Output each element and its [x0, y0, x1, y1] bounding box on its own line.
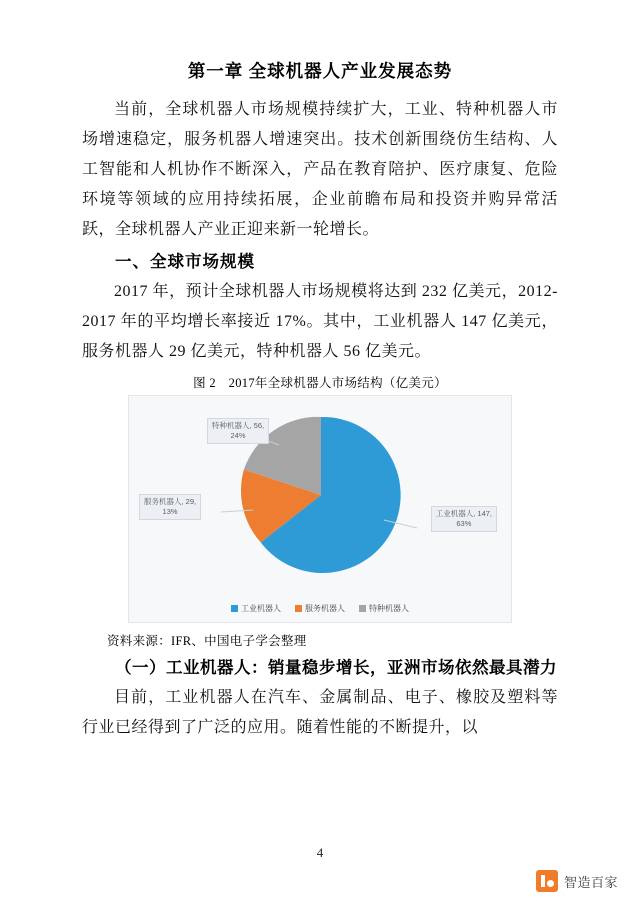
pie-label-service-line1: 服务机器人, 29,: [144, 497, 197, 506]
legend-label-special: 特种机器人: [369, 604, 409, 613]
intro-paragraph: 当前，全球机器人市场规模持续扩大，工业、特种机器人市场增速稳定，服务机器人增速突出。技术创新围绕仿生结构、人工智能和人机协作不断深入，产品在教育陪护、医疗康复、危险环境等领域的应用持续拓展，企业前瞻布局和投资并购异常活跃，全球机器人产业正迎来新一轮增长。: [82, 101, 558, 238]
pie-label-industrial-line2: 63%: [456, 519, 472, 528]
watermark: [536, 870, 618, 892]
page-content: [82, 58, 558, 745]
chart-legend: [129, 603, 511, 614]
pie-label-industrial-line1: 工业机器人, 147,: [435, 509, 492, 518]
legend-label-industrial: 工业机器人: [241, 604, 281, 613]
pie-label-special-line1: 特种机器人, 56,: [212, 421, 265, 430]
pie-label-service: [139, 494, 201, 520]
legend-item-service: [295, 603, 345, 614]
legend-item-special: [359, 603, 409, 614]
figure-block: [82, 373, 558, 649]
chapter-title: 第一章 全球机器人产业发展态势: [187, 61, 453, 81]
pie-label-industrial: [431, 506, 497, 532]
legend-swatch-icon-special: [359, 605, 366, 612]
legend-swatch-icon-industrial: [231, 605, 238, 612]
section-heading: 一、全球市场规模: [115, 252, 255, 271]
pie-label-service-line2: 13%: [162, 507, 178, 516]
watermark-text: 智造百家: [563, 874, 618, 890]
pie-chart: [128, 395, 512, 623]
figure-source-note: 资料来源：IFR、中国电子学会整理: [107, 634, 307, 648]
pie-label-special: [207, 418, 269, 444]
legend-label-service: 服务机器人: [305, 604, 345, 613]
watermark-logo-icon: [536, 870, 558, 892]
legend-item-industrial: [231, 603, 281, 614]
sub-heading: （一）工业机器人：销量稳步增长，亚洲市场依然最具潜力: [115, 658, 557, 677]
pie-label-special-line2: 24%: [230, 431, 246, 440]
section-paragraph: 2017 年，预计全球机器人市场规模将达到 232 亿美元，2012-2017 年的平均增长率接近 17%。其中，工业机器人 147 亿美元，服务机器人 29 亿美元，特种机器人 56 亿美元。: [82, 283, 558, 360]
page-number: 4: [316, 845, 324, 860]
figure-caption: 图 2 2017年全球机器人市场结构（亿美元）: [193, 376, 447, 390]
sub-paragraph: 目前，工业机器人在汽车、金属制品、电子、橡胶及塑料等行业已经得到了广泛的应用。随着性能的不断提升，以: [82, 689, 558, 736]
legend-swatch-icon-service: [295, 605, 302, 612]
